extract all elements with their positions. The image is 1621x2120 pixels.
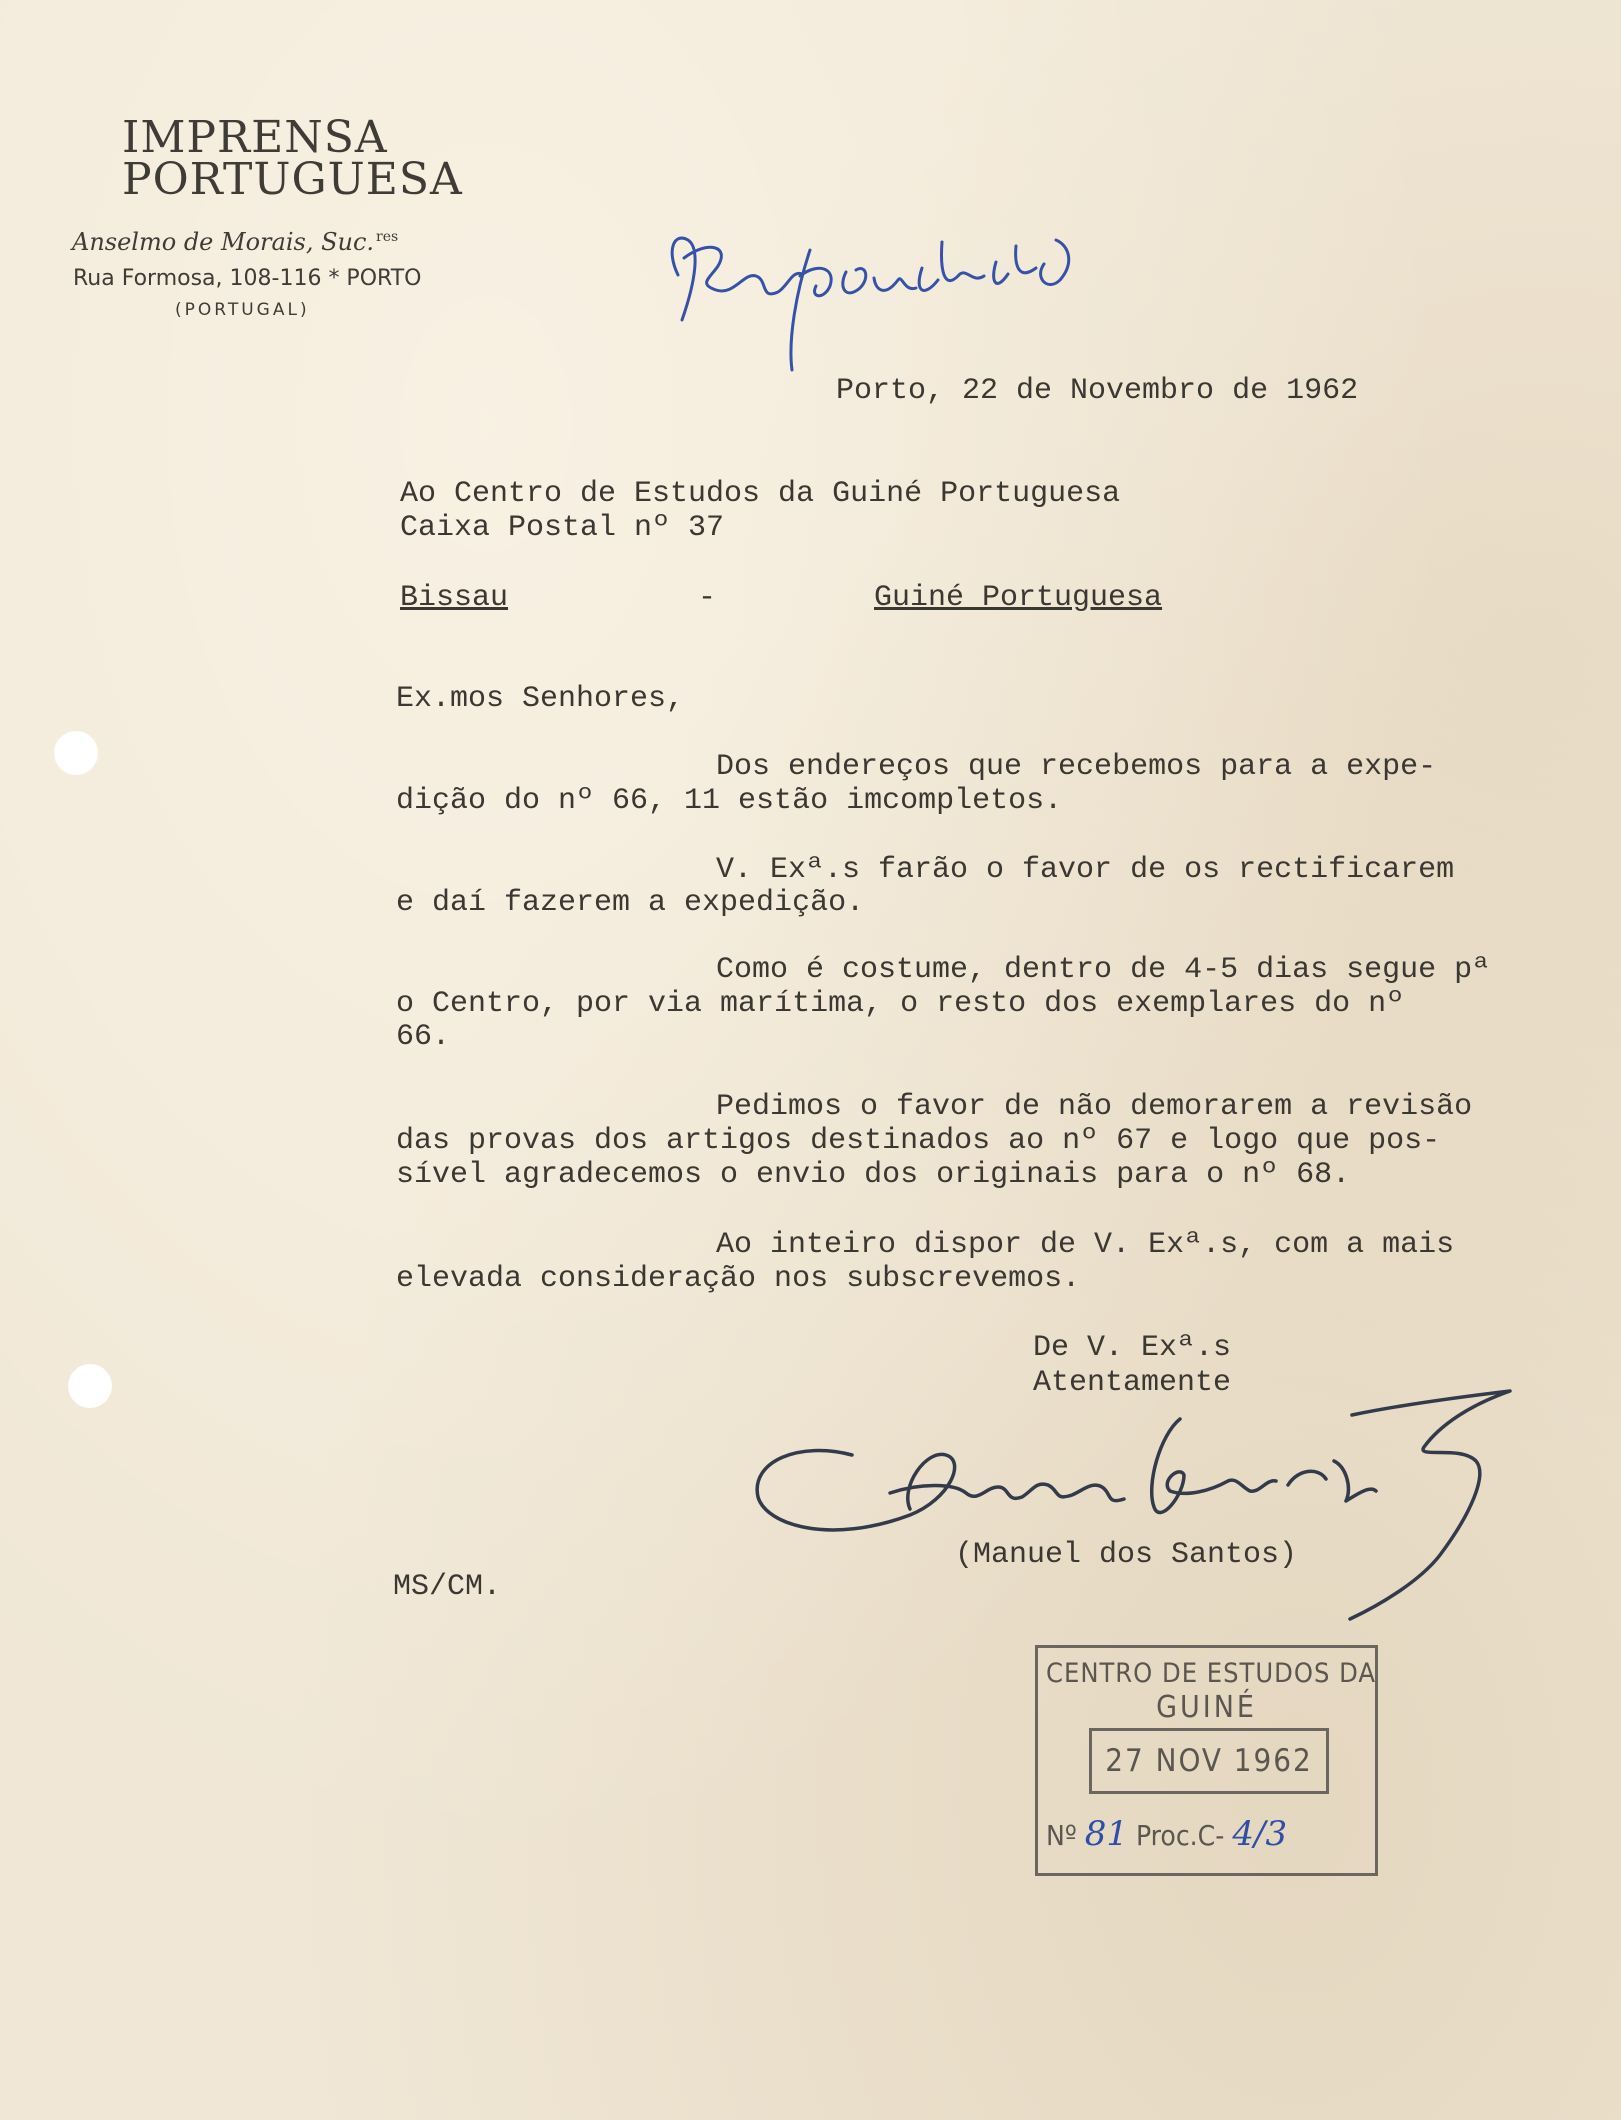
body-line: Pedimos o favor de não demorarem a revisão (716, 1090, 1473, 1124)
closing-line1: De V. Exª.s (1033, 1331, 1232, 1365)
body-line: dição do nº 66, 11 estão imcompletos. (396, 784, 1063, 818)
body-line: elevada consideração nos subscrevemos. (396, 1262, 1081, 1296)
annotation-text (0, 0, 1, 1)
punch-hole-bottom (68, 1364, 112, 1408)
body-line: o Centro, por via marítima, o resto dos exemplares do nº (396, 987, 1405, 1021)
stamp-no-value: 81 (1084, 1814, 1128, 1854)
letterhead-country: (PORTUGAL) (175, 300, 310, 320)
body-line: das provas dos artigos destinados ao nº 67 e logo que pos- (396, 1124, 1441, 1158)
body-line: 66. (396, 1020, 451, 1054)
registry-stamp (1035, 1645, 1378, 1876)
letterhead-address: Rua Formosa, 108-116 * PORTO (73, 266, 422, 291)
letterhead-name-line2: PORTUGUESA (122, 154, 463, 205)
successor-text: Anselmo de Morais, Suc. (72, 228, 375, 256)
stamp-registry-line (1046, 1814, 1287, 1854)
body-line: Dos endereços que recebemos para a expe- (716, 750, 1437, 784)
body-line: sível agradecemos o envio dos originais para o nº 68. (396, 1158, 1351, 1192)
stamp-date-box (1089, 1728, 1329, 1794)
closing-line2: Atentamente (1033, 1366, 1232, 1400)
recipient-line2: Caixa Postal nº 37 (400, 511, 725, 545)
recipient-line1: Ao Centro de Estudos da Guiné Portuguesa (400, 477, 1121, 511)
recipient-country: Guiné Portuguesa (874, 581, 1163, 615)
letterhead-name-line1: IMPRENSA (122, 112, 388, 163)
typist-initials: MS/CM. (393, 1570, 502, 1604)
stamp-line1: CENTRO DE ESTUDOS DA (1046, 1658, 1376, 1689)
handwritten-annotation-respondido (660, 180, 1160, 380)
successor-sup: res (376, 229, 399, 245)
body-line: e daí fazerem a expedição. (396, 886, 865, 920)
body-line: V. Exª.s farão o favor de os rectificarem (716, 853, 1455, 887)
salutation: Ex.mos Senhores, (396, 682, 685, 716)
body-line: Ao inteiro dispor de V. Exª.s, com a mais (716, 1228, 1455, 1262)
recipient-city: Bissau (400, 581, 509, 615)
stamp-proc-label: Proc.C- (1135, 1819, 1225, 1852)
recipient-dash: - (698, 581, 717, 615)
punch-hole-top (54, 731, 98, 775)
date-line: Porto, 22 de Novembro de 1962 (836, 374, 1359, 408)
signatory-name: (Manuel dos Santos) (955, 1538, 1298, 1572)
letterhead-successor (72, 228, 398, 256)
stamp-proc-value: 4/3 (1232, 1814, 1288, 1854)
stamp-date: 27 NOV 1962 (1105, 1743, 1313, 1779)
stamp-no-label: Nº (1046, 1819, 1077, 1852)
body-line: Como é costume, dentro de 4-5 dias segue pª (716, 953, 1491, 987)
stamp-line2: GUINÉ (1156, 1690, 1257, 1725)
handwritten-signature (740, 1375, 1540, 1655)
